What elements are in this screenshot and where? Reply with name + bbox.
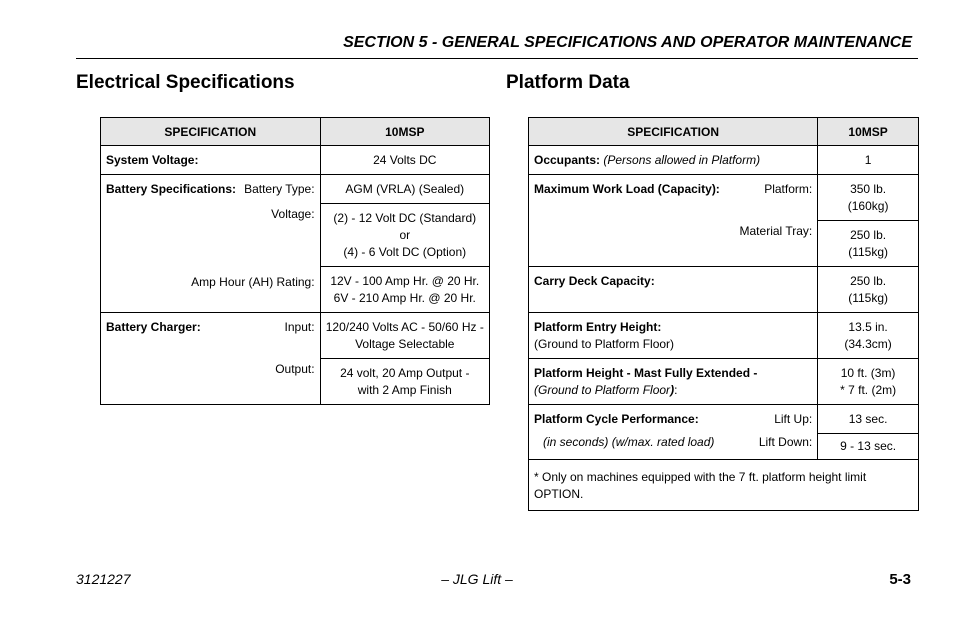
battery-spec-label: Battery Specifications: [106, 182, 237, 196]
platform-capacity-lb: 350 lb. [850, 182, 887, 196]
platform-data-table [528, 117, 919, 511]
lift-up-label: Lift Up: [774, 412, 813, 426]
col-header-spec: SPECIFICATION [529, 118, 818, 146]
lift-down-label: Lift Down: [758, 435, 813, 449]
table-row [101, 313, 490, 359]
voltage-value-or: or [399, 228, 411, 242]
carry-deck-kg: (115kg) [848, 291, 888, 305]
material-tray-kg: (115kg) [848, 245, 888, 259]
output-value-line1: 24 volt, 20 Amp Output - [340, 366, 470, 380]
carry-deck-label: Carry Deck Capacity: [534, 274, 655, 288]
lift-down-value: 9 - 13 sec. [818, 434, 919, 460]
amp-hour-label: Amp Hour (AH) Rating: [191, 275, 315, 289]
max-load-label: Maximum Work Load (Capacity): [534, 182, 720, 196]
footer-center: – JLG Lift – [441, 571, 513, 587]
table-row [529, 405, 919, 434]
entry-height-label: Platform Entry Height: [534, 320, 662, 334]
col-header-model: 10MSP [320, 118, 489, 146]
platform-capacity-kg: (160kg) [847, 199, 889, 213]
material-tray-lb: 250 lb. [850, 228, 887, 242]
occupants-value: 1 [818, 146, 919, 175]
col-header-model: 10MSP [818, 118, 919, 146]
electrical-spec-table [100, 117, 490, 405]
amp-hour-value-12v: 12V - 100 Amp Hr. @ 20 Hr. [330, 274, 480, 288]
entry-height-note: (Ground to Platform Floor) [534, 337, 675, 351]
entry-height-in: 13.5 in. [848, 320, 888, 334]
footnote: * Only on machines equipped with the 7 ft. platform height limit OPTION. [529, 460, 919, 511]
table-row [529, 359, 919, 405]
col-header-spec: SPECIFICATION [101, 118, 321, 146]
electrical-heading: Electrical Specifications [76, 72, 295, 93]
amp-hour-value-6v: 6V - 210 Amp Hr. @ 20 Hr. [333, 291, 476, 305]
voltage-value-option: (4) - 6 Volt DC (Option) [343, 245, 467, 259]
input-value-line1: 120/240 Volts AC - 50/60 Hz - [325, 320, 484, 334]
table-header-row [529, 118, 919, 146]
output-value-line2: with 2 Amp Finish [357, 383, 452, 397]
table-row [529, 460, 919, 511]
mast-height-option: * 7 ft. (2m) [840, 383, 897, 397]
cycle-label: Platform Cycle Performance: [534, 412, 699, 426]
table-row [101, 175, 490, 204]
mast-height-note: (Ground to Platform Floor [534, 383, 671, 397]
table-row [101, 146, 490, 175]
cycle-note: (in seconds) (w/max. rated load) [543, 435, 715, 449]
voltage-label: Voltage: [271, 207, 315, 221]
platform-capacity-label: Platform: [764, 182, 813, 196]
input-value-line2: Voltage Selectable [355, 337, 455, 351]
table-row [529, 267, 919, 313]
table-row [529, 146, 919, 175]
table-row [529, 175, 919, 221]
table-header-row [101, 118, 490, 146]
system-voltage-label: System Voltage: [106, 153, 199, 167]
doc-number: 3121227 [76, 571, 131, 587]
header-rule [76, 58, 918, 59]
system-voltage-value: 24 Volts DC [320, 146, 489, 175]
carry-deck-lb: 250 lb. [850, 274, 887, 288]
material-tray-label: Material Tray: [739, 224, 813, 238]
entry-height-cm: (34.3cm) [844, 337, 892, 351]
table-row [529, 313, 919, 359]
voltage-value-standard: (2) - 12 Volt DC (Standard) [333, 211, 477, 225]
mast-height-note-paren: ) [670, 383, 675, 397]
input-label: Input: [284, 320, 315, 334]
page-number: 5-3 [889, 571, 911, 588]
battery-type-label: Battery Type: [244, 182, 315, 196]
battery-type-value: AGM (VRLA) (Sealed) [320, 175, 489, 204]
output-label: Output: [275, 362, 315, 376]
charger-label: Battery Charger: [106, 320, 201, 334]
section-title: SECTION 5 - GENERAL SPECIFICATIONS AND OPERATOR MAINTENANCE [343, 34, 912, 51]
mast-height-note-colon: : [674, 383, 678, 397]
occupants-note: (Persons allowed in Platform) [603, 153, 761, 167]
platform-heading: Platform Data [506, 72, 630, 93]
mast-height-standard: 10 ft. (3m) [840, 366, 896, 380]
mast-height-label: Platform Height - Mast Fully Extended - [534, 366, 758, 380]
lift-up-value: 13 sec. [818, 405, 919, 434]
occupants-label: Occupants: [534, 153, 601, 167]
